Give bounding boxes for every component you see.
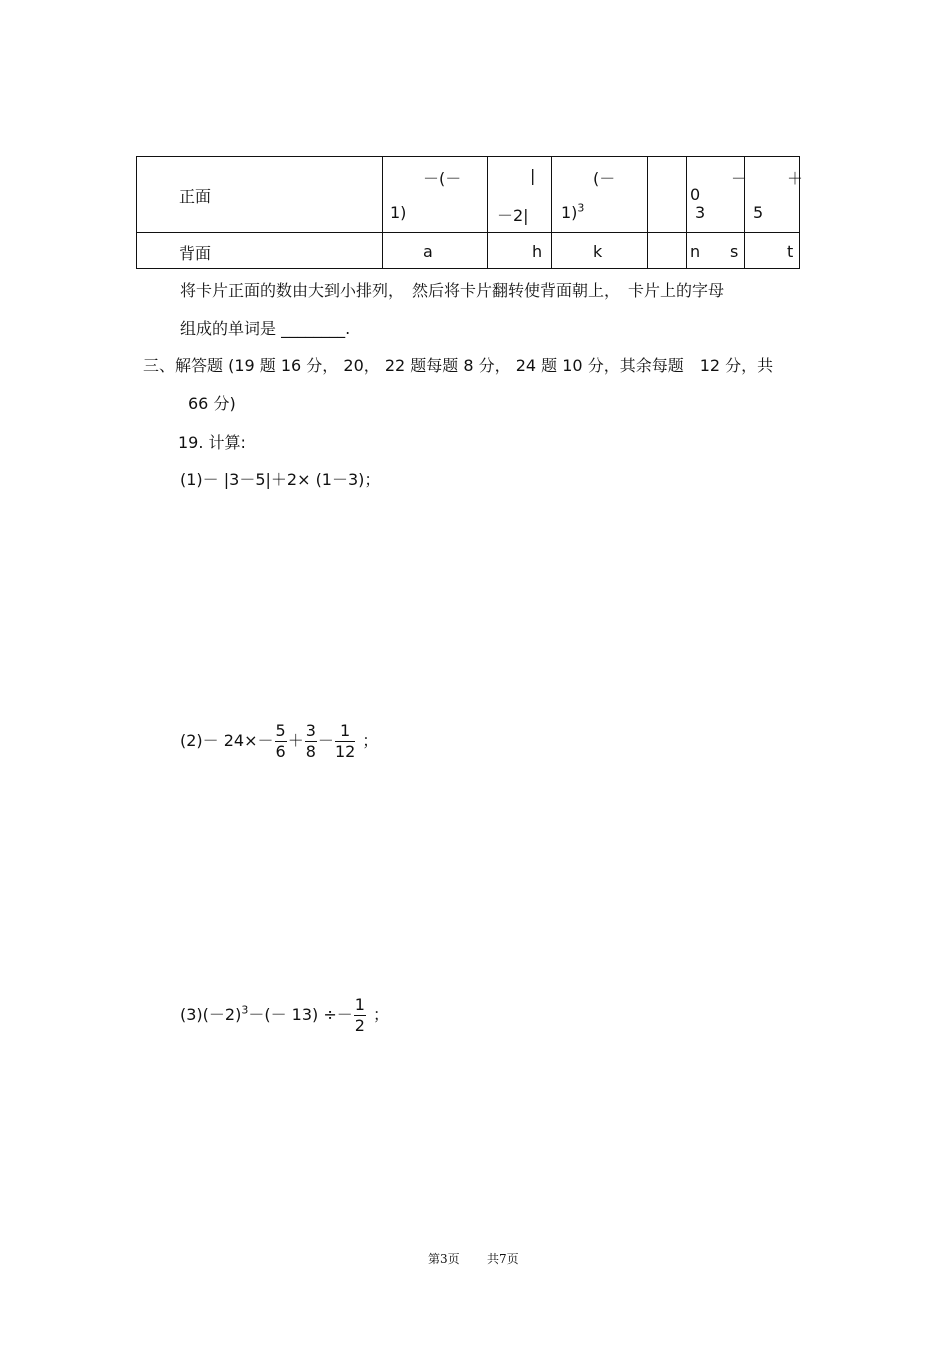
footer-total-pages: 共7页 — [487, 1252, 519, 1266]
plus-sign: ＋ — [287, 731, 304, 750]
question-19-title: 19. 计算: — [178, 433, 246, 452]
cards-table — [136, 156, 804, 269]
back-label: 背面 — [179, 244, 212, 263]
instruction-line-2: 组成的单词是 ________. — [180, 319, 351, 338]
card6-front-bottom: 5 — [753, 203, 764, 222]
fraction-3-8: $\frac{3}{8}$ — [305, 721, 316, 761]
problem-3-prefix: (3)(－2) — [180, 1005, 242, 1024]
problem-3 — [180, 997, 389, 1034]
fraction-1-2: $\frac{1}{2}$ — [354, 995, 365, 1035]
section-3-heading-cont: 66 分) — [188, 394, 236, 413]
fraction-5-6: $\frac{5}{6}$ — [275, 721, 286, 761]
card6-back: t — [787, 242, 794, 261]
card6-front-top: ＋ — [787, 169, 804, 188]
problem-2 — [180, 723, 378, 760]
card3-exponent: 3 — [577, 201, 585, 215]
card5-front-top: 0 — [690, 185, 701, 204]
card1-front-bottom: 1) — [390, 203, 407, 222]
problem-3-suffix: ； — [372, 1005, 389, 1024]
table-col-divider — [686, 157, 687, 268]
fraction-1-12: $\frac{1}{12}$ — [334, 721, 356, 761]
table-col-divider — [382, 157, 383, 268]
problem-2-suffix: ； — [362, 731, 379, 750]
instruction-line-1: 将卡片正面的数由大到小排列， 然后将卡片翻转使背面朝上， 卡片上的字母 — [180, 281, 725, 300]
table-col-divider — [647, 157, 648, 268]
card3-front-bottom: 1)$^3$ — [561, 201, 585, 222]
problem-2-prefix: (2)－ 24×－ — [180, 731, 274, 750]
card3-back: k — [593, 242, 603, 261]
problem-3-mid: －(－ 13) ÷－ — [248, 1005, 353, 1024]
section-3-heading: 三、解答题 (19 题 16 分， 20， 22 题每题 8 分， 24 题 10 分，其余每题 12 分，共 — [143, 356, 774, 375]
card1-back: a — [423, 242, 433, 261]
card2-front-bottom: －2| — [497, 206, 529, 225]
table-col-divider — [487, 157, 488, 268]
card5-back-b: s — [730, 242, 739, 261]
card5-back-a: n — [690, 242, 701, 261]
front-label: 正面 — [179, 187, 212, 206]
footer-page-number: 第3页 — [428, 1252, 460, 1266]
table-col-divider — [551, 157, 552, 268]
card5-front-bottom: 3 — [695, 203, 706, 222]
card2-back: h — [532, 242, 543, 261]
card5-front-sign: － — [731, 169, 748, 188]
table-row-divider — [137, 232, 799, 233]
minus-sign: － — [317, 731, 334, 750]
problem-3-exponent: 3 — [241, 1003, 249, 1017]
card2-front-top: | — [530, 166, 536, 185]
card1-front-top: －(－ — [423, 169, 462, 188]
card3-front-top: (－ — [593, 169, 616, 188]
problem-1: (1)－ |3－5|＋2× (1－3)； — [180, 470, 381, 489]
